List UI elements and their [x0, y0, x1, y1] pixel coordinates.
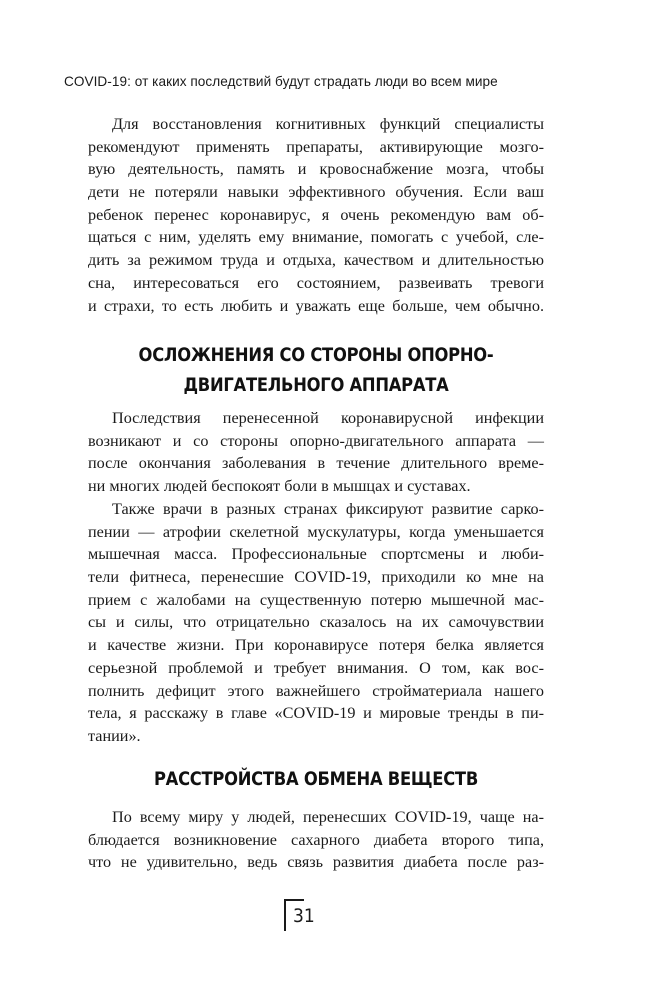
text-line: прием с жалобами на существенную потерю мышечной мас-	[88, 590, 544, 609]
text-line: вую деятельность, память и кровоснабжение мозга, чтобы	[88, 160, 544, 179]
text-line: тели фитнеса, перенесшие COVID-19, приходили ко мне на	[88, 568, 544, 587]
text-line: ребенок перенес коронавирус, я очень рекомендую вам об-	[88, 205, 544, 224]
section-heading-musculoskeletal	[120, 340, 512, 400]
text-line: Для восстановления когнитивных функций специалисты	[112, 115, 544, 133]
text-line: Также врачи в разных странах фиксируют развитие сарко-	[112, 500, 544, 518]
text-line: пении — атрофии скелетной мускулатуры, когда уменьшается	[88, 522, 544, 541]
page-number: 31	[293, 905, 315, 927]
text-line: дить за режимом труда и отдыха, качеством и длительностью	[88, 251, 544, 270]
text-line: тела, я расскажу в главе «COVID-19 и мировые тренды в пи-	[88, 704, 544, 723]
text-line: Последствия перенесенной коронавирусной инфекции	[112, 409, 544, 427]
heading-line: ДВИГАТЕЛЬНОГО АППАРАТА	[183, 374, 449, 396]
text-line: возникают и со стороны опорно-двигательного аппарата —	[88, 431, 544, 450]
text-line: дети не потеряли навыки эффективного обучения. Если ваш	[88, 183, 544, 202]
text-line: после окончания заболевания в течение длительного време-	[88, 454, 544, 473]
text-line: полнить дефицит этого важнейшего стройматериала нашего	[88, 681, 544, 700]
heading-line: ОСЛОЖНЕНИЯ СО СТОРОНЫ ОПОРНО-	[138, 344, 494, 366]
text-line: блюдается возникновение сахарного диабета второго типа,	[88, 830, 544, 849]
text-line: сы и силы, что отрицательно сказалось на их самочувствии	[88, 613, 544, 632]
text-line: и страхи, то есть любить и уважать еще больше, чем обычно.	[88, 296, 544, 315]
text-line: рекомендуют применять препараты, активирующие мозго-	[88, 137, 544, 156]
paragraph-sarcopenia	[88, 498, 544, 748]
text-line: ни многих людей беспокоят боли в мышцах и суставах.	[88, 477, 471, 496]
heading-line: РАССТРОЙСТВА ОБМЕНА ВЕЩЕСТВ	[153, 768, 479, 790]
paragraph-musculoskeletal-effects	[88, 407, 544, 498]
text-line: сна, интересоваться его состоянием, развеивать тревоги	[88, 273, 544, 292]
paragraph-diabetes	[88, 806, 544, 874]
text-line: и качестве жизни. При коронавирусе потеря белка является	[88, 636, 544, 655]
page-number-folio	[284, 899, 324, 939]
text-line: щаться с ним, уделять ему внимание, помогать с учебой, сле-	[88, 228, 544, 247]
text-line: тании».	[88, 726, 141, 745]
section-heading-metabolic-disorders	[120, 764, 512, 794]
paragraph-cognitive-recovery	[88, 113, 544, 317]
text-line: что не удивительно, ведь связь развития диабета после раз-	[88, 853, 544, 872]
text-line: серьезной проблемой и требует внимания. О том, как вос-	[88, 658, 544, 677]
running-head: COVID-19: от каких последствий будут страдать люди во всем мире	[64, 74, 498, 89]
text-line: По всему миру у людей, перенесших COVID-19, чаще на-	[112, 808, 544, 826]
text-line: мышечная масса. Профессиональные спортсмены и люби-	[88, 545, 544, 564]
